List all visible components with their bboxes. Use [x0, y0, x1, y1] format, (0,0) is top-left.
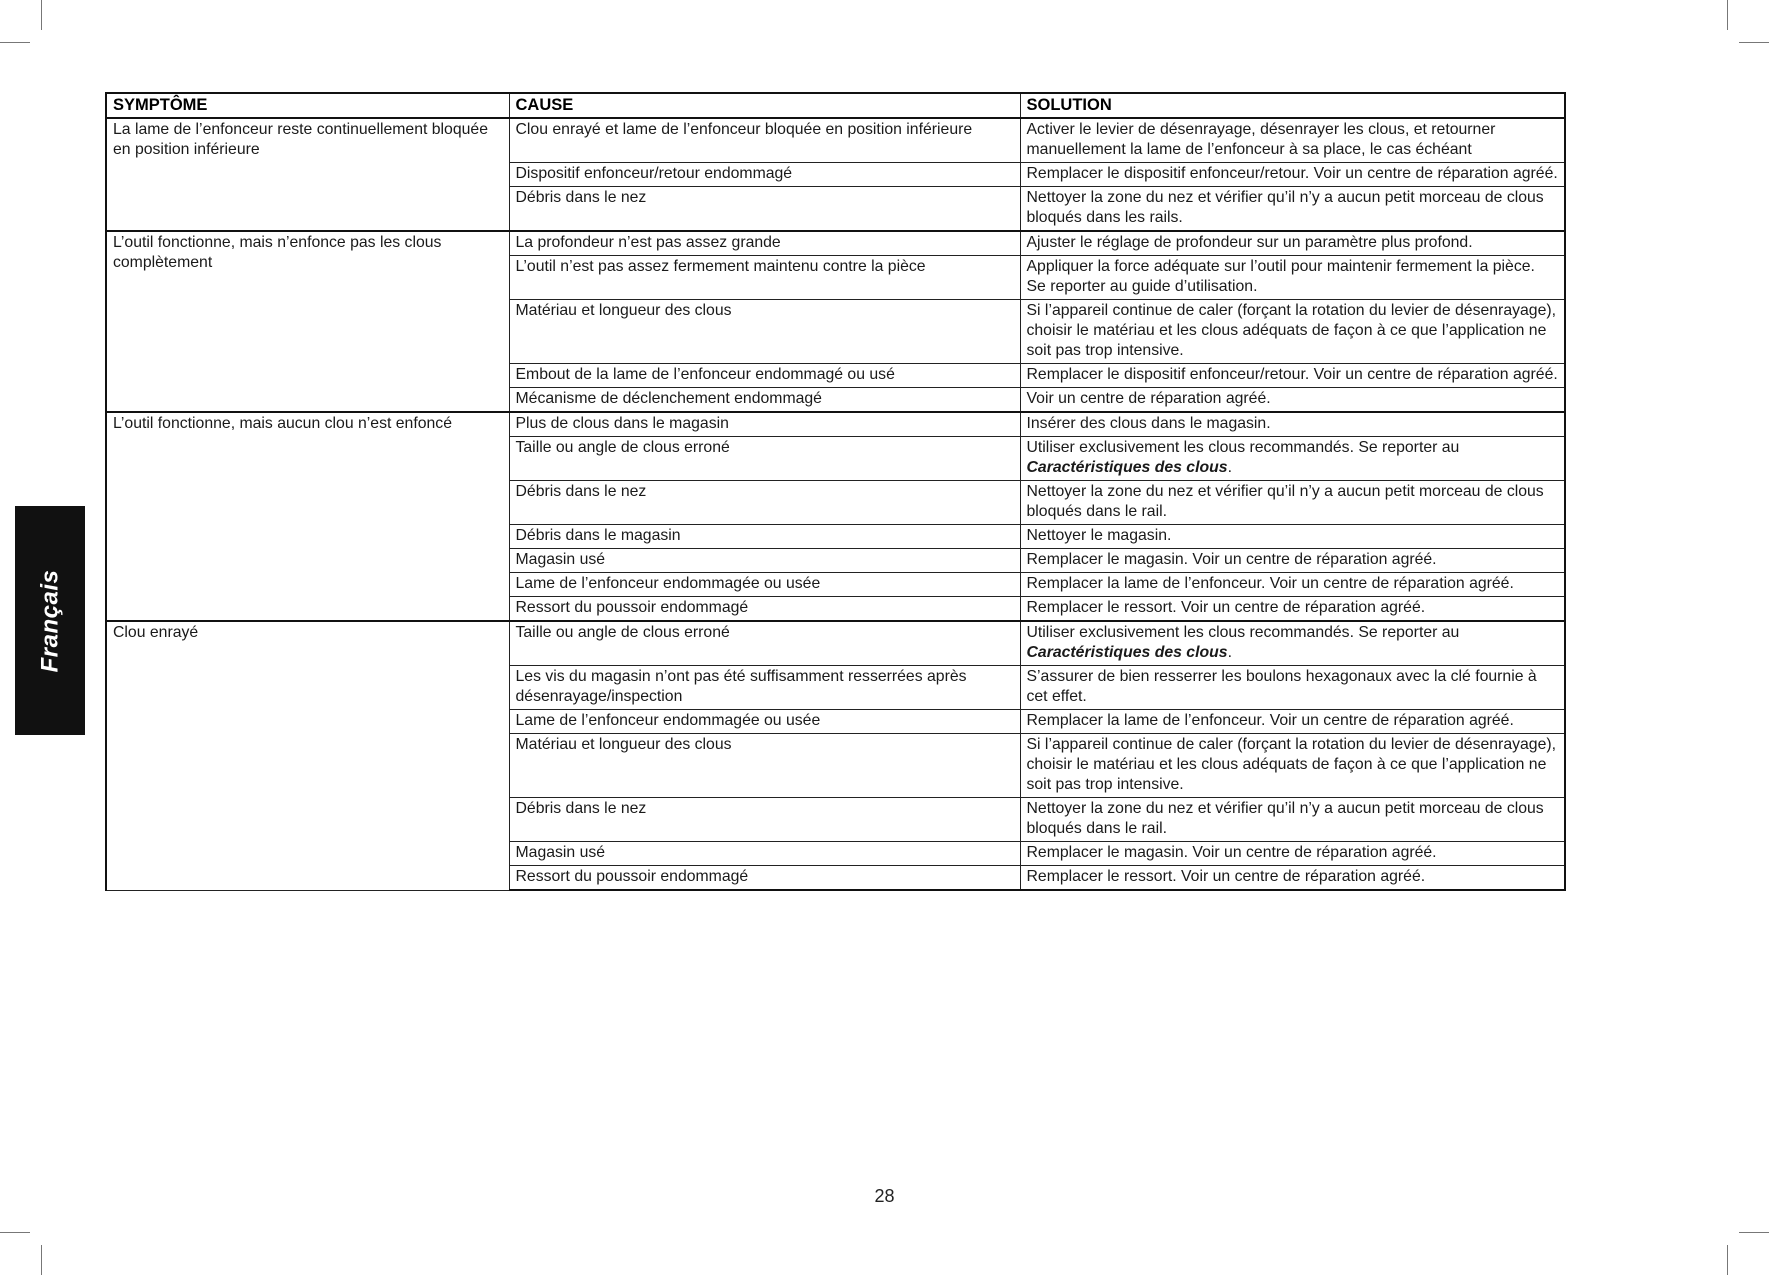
- cause-cell: Taille ou angle de clous erroné: [509, 621, 1020, 666]
- crop-mark: [1727, 0, 1728, 30]
- solution-text: Utiliser exclusivement les clous recommandés. Se reporter au: [1026, 624, 1460, 641]
- crop-mark: [1739, 42, 1769, 43]
- cause-cell: La profondeur n’est pas assez grande: [509, 231, 1020, 256]
- cause-cell: Plus de clous dans le magasin: [509, 412, 1020, 437]
- solution-reference-bold: Caractéristiques des clous: [1026, 459, 1228, 476]
- table-header-row: [106, 93, 1565, 118]
- cause-cell: Magasin usé: [509, 842, 1020, 866]
- crop-mark: [41, 1245, 42, 1275]
- cause-cell: Mécanisme de déclenchement endommagé: [509, 388, 1020, 413]
- cause-column-header: CAUSE: [509, 93, 1020, 118]
- solution-text-end: .: [1227, 459, 1232, 476]
- solution-cell: Nettoyer la zone du nez et vérifier qu’il n’y a aucun petit morceau de clous bloqués dans les rails.: [1020, 187, 1565, 232]
- solution-cell: Voir un centre de réparation agréé.: [1020, 388, 1565, 413]
- cause-cell: Embout de la lame de l’enfonceur endommagé ou usé: [509, 364, 1020, 388]
- symptom-column-header: SYMPTÔME: [106, 93, 509, 118]
- solution-cell: Si l’appareil continue de caler (forçant la rotation du levier de désenrayage), choisir le matériau et les clous adéquats de façon à ce que l’application ne soit pas trop intensive.: [1020, 734, 1565, 798]
- solution-cell: Appliquer la force adéquate sur l’outil pour maintenir fermement la pièce. Se reporter au guide d’utilisation.: [1020, 256, 1565, 300]
- cause-cell: Ressort du poussoir endommagé: [509, 866, 1020, 891]
- cause-cell: Lame de l’enfonceur endommagée ou usée: [509, 573, 1020, 597]
- cause-cell: L’outil n’est pas assez fermement maintenu contre la pièce: [509, 256, 1020, 300]
- solution-cell: Remplacer le ressort. Voir un centre de réparation agréé.: [1020, 866, 1565, 891]
- language-side-tab: [15, 506, 85, 735]
- cause-cell: Matériau et longueur des clous: [509, 300, 1020, 364]
- language-tab-label: Français: [36, 569, 63, 672]
- cause-cell: Débris dans le magasin: [509, 525, 1020, 549]
- table-row: [106, 231, 1565, 256]
- symptom-cell: La lame de l’enfonceur reste continuellement bloquée en position inférieure: [106, 118, 509, 231]
- cause-cell: Les vis du magasin n’ont pas été suffisamment resserrées après désenrayage/inspection: [509, 666, 1020, 710]
- solution-cell: Remplacer la lame de l’enfonceur. Voir un centre de réparation agréé.: [1020, 710, 1565, 734]
- cause-cell: Clou enrayé et lame de l’enfonceur bloquée en position inférieure: [509, 118, 1020, 163]
- cause-cell: Dispositif enfonceur/retour endommagé: [509, 163, 1020, 187]
- solution-reference-bold: Caractéristiques des clous: [1026, 644, 1228, 661]
- symptom-cell: L’outil fonctionne, mais aucun clou n’est enfoncé: [106, 412, 509, 621]
- solution-cell: Remplacer le magasin. Voir un centre de réparation agréé.: [1020, 842, 1565, 866]
- troubleshooting-table: [105, 92, 1566, 891]
- table-row: [106, 621, 1565, 666]
- cause-cell: Débris dans le nez: [509, 798, 1020, 842]
- cause-cell: Magasin usé: [509, 549, 1020, 573]
- cause-cell: Taille ou angle de clous erroné: [509, 437, 1020, 481]
- crop-mark: [0, 42, 30, 43]
- solution-cell: Remplacer le dispositif enfonceur/retour. Voir un centre de réparation agréé.: [1020, 163, 1565, 187]
- solution-cell: Remplacer la lame de l’enfonceur. Voir un centre de réparation agréé.: [1020, 573, 1565, 597]
- solution-cell: S’assurer de bien resserrer les boulons hexagonaux avec la clé fournie à cet effet.: [1020, 666, 1565, 710]
- solution-cell: [1020, 437, 1565, 481]
- solution-cell: Ajuster le réglage de profondeur sur un paramètre plus profond.: [1020, 231, 1565, 256]
- solution-cell: Remplacer le dispositif enfonceur/retour. Voir un centre de réparation agréé.: [1020, 364, 1565, 388]
- table-row: [106, 412, 1565, 437]
- crop-mark: [41, 0, 42, 30]
- solution-text-end: .: [1227, 644, 1232, 661]
- crop-mark: [1739, 1232, 1769, 1233]
- table-row: [106, 118, 1565, 163]
- crop-mark: [0, 1232, 30, 1233]
- solution-cell: [1020, 621, 1565, 666]
- solution-cell: Nettoyer le magasin.: [1020, 525, 1565, 549]
- solution-text: Utiliser exclusivement les clous recommandés. Se reporter au: [1026, 439, 1460, 456]
- solution-cell: Nettoyer la zone du nez et vérifier qu’il n’y a aucun petit morceau de clous bloqués dans le rail.: [1020, 481, 1565, 525]
- cause-cell: Débris dans le nez: [509, 187, 1020, 232]
- solution-column-header: SOLUTION: [1020, 93, 1565, 118]
- table-body: [106, 118, 1565, 890]
- cause-cell: Débris dans le nez: [509, 481, 1020, 525]
- cause-cell: Matériau et longueur des clous: [509, 734, 1020, 798]
- cause-cell: Ressort du poussoir endommagé: [509, 597, 1020, 622]
- solution-cell: Remplacer le ressort. Voir un centre de réparation agréé.: [1020, 597, 1565, 622]
- solution-cell: Si l’appareil continue de caler (forçant la rotation du levier de désenrayage), choisir le matériau et les clous adéquats de façon à ce que l’application ne soit pas trop intensive.: [1020, 300, 1565, 364]
- solution-cell: Remplacer le magasin. Voir un centre de réparation agréé.: [1020, 549, 1565, 573]
- symptom-cell: Clou enrayé: [106, 621, 509, 890]
- page-number: 28: [874, 1186, 895, 1206]
- cause-cell: Lame de l’enfonceur endommagée ou usée: [509, 710, 1020, 734]
- solution-cell: Nettoyer la zone du nez et vérifier qu’il n’y a aucun petit morceau de clous bloqués dans le rail.: [1020, 798, 1565, 842]
- symptom-cell: L’outil fonctionne, mais n’enfonce pas les clous complètement: [106, 231, 509, 412]
- crop-mark: [1727, 1245, 1728, 1275]
- solution-cell: Insérer des clous dans le magasin.: [1020, 412, 1565, 437]
- solution-cell: Activer le levier de désenrayage, désenrayer les clous, et retourner manuellement la lame de l’enfonceur à sa place, le cas échéant: [1020, 118, 1565, 163]
